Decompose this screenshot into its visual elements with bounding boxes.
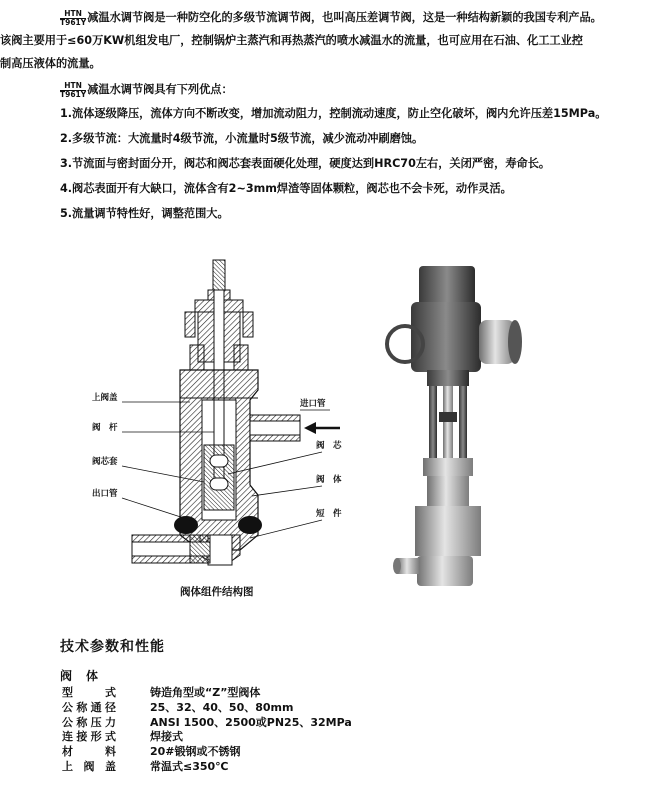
spec-key: 公称通径 — [62, 700, 116, 714]
advantages-list — [60, 101, 640, 226]
label-plug: 阀 芯 — [316, 441, 342, 451]
advantages-title: HTN T961Y 减温水调节阀具有下列优点： — [60, 80, 233, 99]
spec-value: 铸造角型或“Z”型阀体 — [150, 686, 261, 699]
spec-key: 连接形式 — [62, 730, 116, 744]
label-inlet: 进口管 — [300, 399, 326, 409]
table-row — [62, 745, 352, 760]
label-outlet: 出口管 — [92, 489, 118, 499]
list-item: 5.流量调节特性好，调整范围大。 — [60, 207, 229, 220]
table-row — [62, 760, 352, 775]
valve-product-photo — [383, 262, 523, 594]
specs-section-title: 阀体 — [60, 669, 113, 683]
model-number: HTN T961Y — [60, 8, 87, 27]
intro-paragraph — [0, 6, 640, 75]
label-stem: 阀 杆 — [92, 423, 118, 433]
label-upper-bonnet: 上阀盖 — [92, 393, 118, 403]
diagram-caption: 阀体组件结构图 — [180, 586, 254, 598]
list-item: 2.多级节流：大流量时4级节流，小流量时5级节流，减少流动冲刷磨蚀。 — [60, 132, 424, 145]
spec-key: 材料 — [62, 745, 116, 759]
list-item: 4.阀芯表面开有大缺口，流体含有2~3mm焊渣等固体颗粒，阀芯也不会卡死，动作灵活。 — [60, 182, 512, 195]
spec-value: 焊接式 — [150, 730, 183, 744]
spec-key: 公称压力 — [62, 715, 116, 729]
specs-title: 技术参数和性能 — [60, 639, 165, 655]
spec-key: 上阀盖 — [62, 759, 116, 773]
specs-table — [62, 686, 352, 775]
model-number: HTN T961Y — [60, 80, 87, 99]
label-short-pipe: 短 件 — [316, 509, 342, 519]
label-plug-sleeve: 阀芯套 — [92, 457, 118, 467]
list-item: 3.节流面与密封面分开，阀芯和阀芯套表面硬化处理，硬度达到HRC70左右，关闭严密，寿命长。 — [60, 157, 551, 170]
spec-key: 型式 — [62, 686, 116, 699]
table-row — [62, 730, 352, 745]
spec-value: 常温式≤350℃ — [150, 759, 229, 773]
intro-text — [0, 6, 640, 226]
table-row — [62, 686, 352, 701]
intro-line-1: 减温水调节阀是一种防空化的多级节流调节阀，也叫高压差调节阀，这是一种结构新颖的我国专利产品。 — [87, 11, 602, 24]
table-row — [62, 701, 352, 716]
valve-cross-section-diagram — [90, 250, 360, 605]
spec-value: ANSI 1500、2500或PN25、32MPa — [150, 715, 352, 729]
intro-line-2: 该阀主要用于≤60万KW机组发电厂，控制锅炉主蒸汽和再热蒸汽的喷水减温水的流量，也可应用在石油、化工工业控制高压液体的流量。 — [0, 34, 583, 70]
spec-value: 25、32、40、50、80mm — [150, 700, 294, 714]
table-row — [62, 716, 352, 731]
list-item: 1.流体逐级降压，流体方向不断改变，增加流动阻力，控制流动速度，防止空化破坏，阀内允许压差15MPa。 — [60, 107, 607, 120]
label-body: 阀 体 — [316, 475, 342, 485]
spec-value: 20#锻钢或不锈钢 — [150, 745, 241, 759]
